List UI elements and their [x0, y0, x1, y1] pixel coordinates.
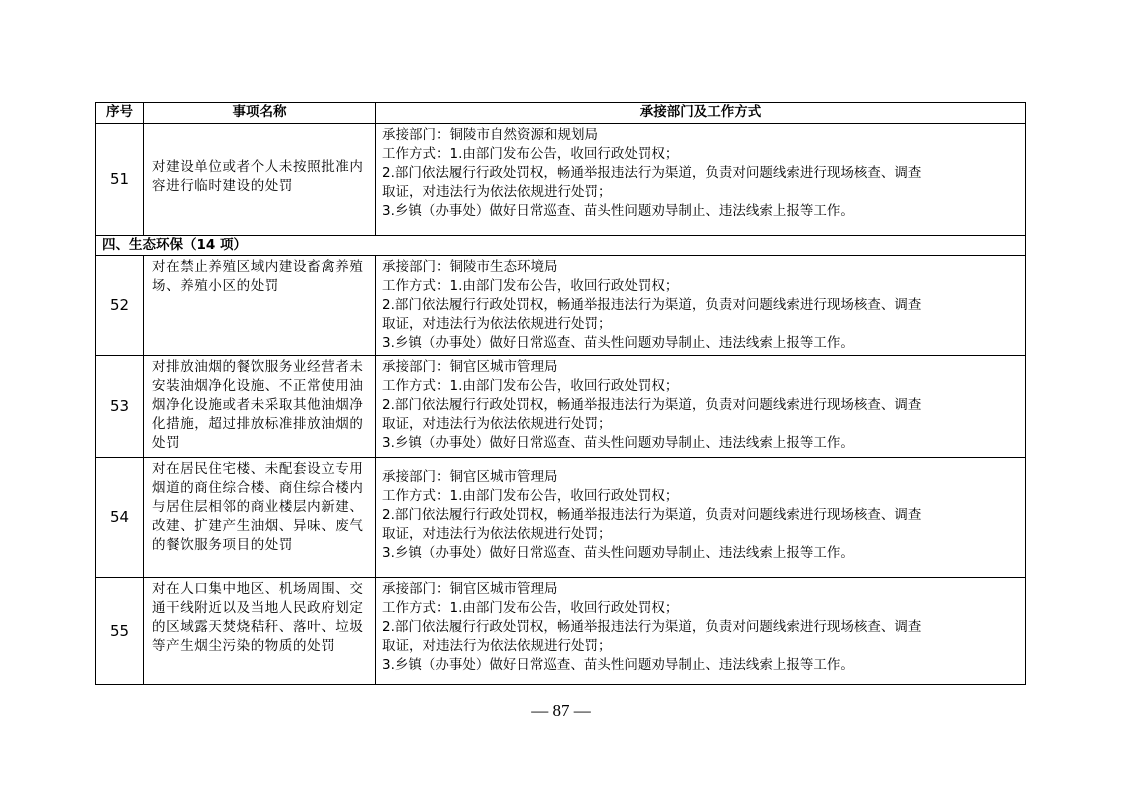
- row-seq: 54: [96, 458, 144, 578]
- dept-line: 取证，对违法行为依法依规进行处罚；: [382, 526, 612, 542]
- dept-line: 承接部门：铜官区城市管理局: [382, 359, 558, 375]
- dept-line: 工作方式：1.由部门发布公告，收回行政处罚权；: [382, 378, 679, 394]
- row-item-name: 对在禁止养殖区域内建设畜禽养殖场、养殖小区的处罚: [144, 256, 376, 356]
- header-seq: 序号: [96, 103, 144, 124]
- dept-line: 3.乡镇（办事处）做好日常巡查、苗头性问题劝导制止、违法线索上报等工作。: [382, 203, 854, 219]
- table-row: [96, 124, 1026, 236]
- row-item-name: 对排放油烟的餐饮服务业经营者未安装油烟净化设施、不正常使用油烟净化设施或者未采取其他油烟净化措施，超过排放标准排放油烟的处罚: [144, 356, 376, 458]
- row-seq: 53: [96, 356, 144, 458]
- dept-line: 取证，对违法行为依法依规进行处罚；: [382, 638, 612, 654]
- row-seq: 55: [96, 578, 144, 685]
- row-seq: 52: [96, 256, 144, 356]
- dept-line: 取证，对违法行为依法依规进行处罚；: [382, 316, 612, 332]
- section-row: [96, 236, 1026, 256]
- table-row: [96, 356, 1026, 458]
- dept-line: 3.乡镇（办事处）做好日常巡查、苗头性问题劝导制止、违法线索上报等工作。: [382, 657, 854, 673]
- dept-line: 2.部门依法履行行政处罚权，畅通举报违法行为渠道，负责对问题线索进行现场核查、调查: [382, 619, 922, 635]
- row-item-name: 对在人口集中地区、机场周围、交通干线附近以及当地人民政府划定的区域露天焚烧秸秆、落叶、垃圾等产生烟尘污染的物质的处罚: [144, 578, 376, 685]
- page-number: — 87 —: [531, 701, 591, 720]
- row-item-name: 对在居民住宅楼、未配套设立专用烟道的商住综合楼、商住综合楼内与居住层相邻的商业楼层内新建、改建、扩建产生油烟、异味、废气的餐饮服务项目的处罚: [144, 458, 376, 578]
- dept-line: 承接部门：铜陵市生态环境局: [382, 259, 558, 275]
- row-item-name: 对建设单位或者个人未按照批准内容进行临时建设的处罚: [144, 124, 376, 236]
- dept-line: 取证，对违法行为依法依规进行处罚；: [382, 184, 612, 200]
- dept-line: 3.乡镇（办事处）做好日常巡查、苗头性问题劝导制止、违法线索上报等工作。: [382, 335, 854, 351]
- matters-table: [95, 102, 1026, 685]
- dept-line: 3.乡镇（办事处）做好日常巡查、苗头性问题劝导制止、违法线索上报等工作。: [382, 545, 854, 561]
- dept-line: 2.部门依法履行行政处罚权，畅通举报违法行为渠道，负责对问题线索进行现场核查、调查: [382, 507, 922, 523]
- dept-line: 2.部门依法履行行政处罚权，畅通举报违法行为渠道，负责对问题线索进行现场核查、调查: [382, 165, 922, 181]
- row-dept-method: [376, 578, 1026, 685]
- dept-line: 工作方式：1.由部门发布公告，收回行政处罚权；: [382, 278, 679, 294]
- dept-line: 取证，对违法行为依法依规进行处罚；: [382, 416, 612, 432]
- dept-line: 承接部门：铜陵市自然资源和规划局: [382, 127, 598, 143]
- dept-line: 工作方式：1.由部门发布公告，收回行政处罚权；: [382, 146, 679, 162]
- row-dept-method: [376, 256, 1026, 356]
- dept-line: 工作方式：1.由部门发布公告，收回行政处罚权；: [382, 488, 679, 504]
- row-dept-method: [376, 458, 1026, 578]
- row-dept-method: [376, 124, 1026, 236]
- section-title: 四、生态环保（14 项）: [96, 236, 1026, 256]
- dept-line: 3.乡镇（办事处）做好日常巡查、苗头性问题劝导制止、违法线索上报等工作。: [382, 435, 854, 451]
- table-row: [96, 256, 1026, 356]
- header-dept-method: 承接部门及工作方式: [376, 103, 1026, 124]
- dept-line: 工作方式：1.由部门发布公告，收回行政处罚权；: [382, 600, 679, 616]
- row-seq: 51: [96, 124, 144, 236]
- table-row: [96, 458, 1026, 578]
- dept-line: 承接部门：铜官区城市管理局: [382, 581, 558, 597]
- row-dept-method: [376, 356, 1026, 458]
- dept-line: 承接部门：铜官区城市管理局: [382, 469, 558, 485]
- table-header-row: [96, 103, 1026, 124]
- dept-line: 2.部门依法履行行政处罚权，畅通举报违法行为渠道，负责对问题线索进行现场核查、调查: [382, 297, 922, 313]
- table-row: [96, 578, 1026, 685]
- dept-line: 2.部门依法履行行政处罚权，畅通举报违法行为渠道，负责对问题线索进行现场核查、调查: [382, 397, 922, 413]
- header-item-name: 事项名称: [144, 103, 376, 124]
